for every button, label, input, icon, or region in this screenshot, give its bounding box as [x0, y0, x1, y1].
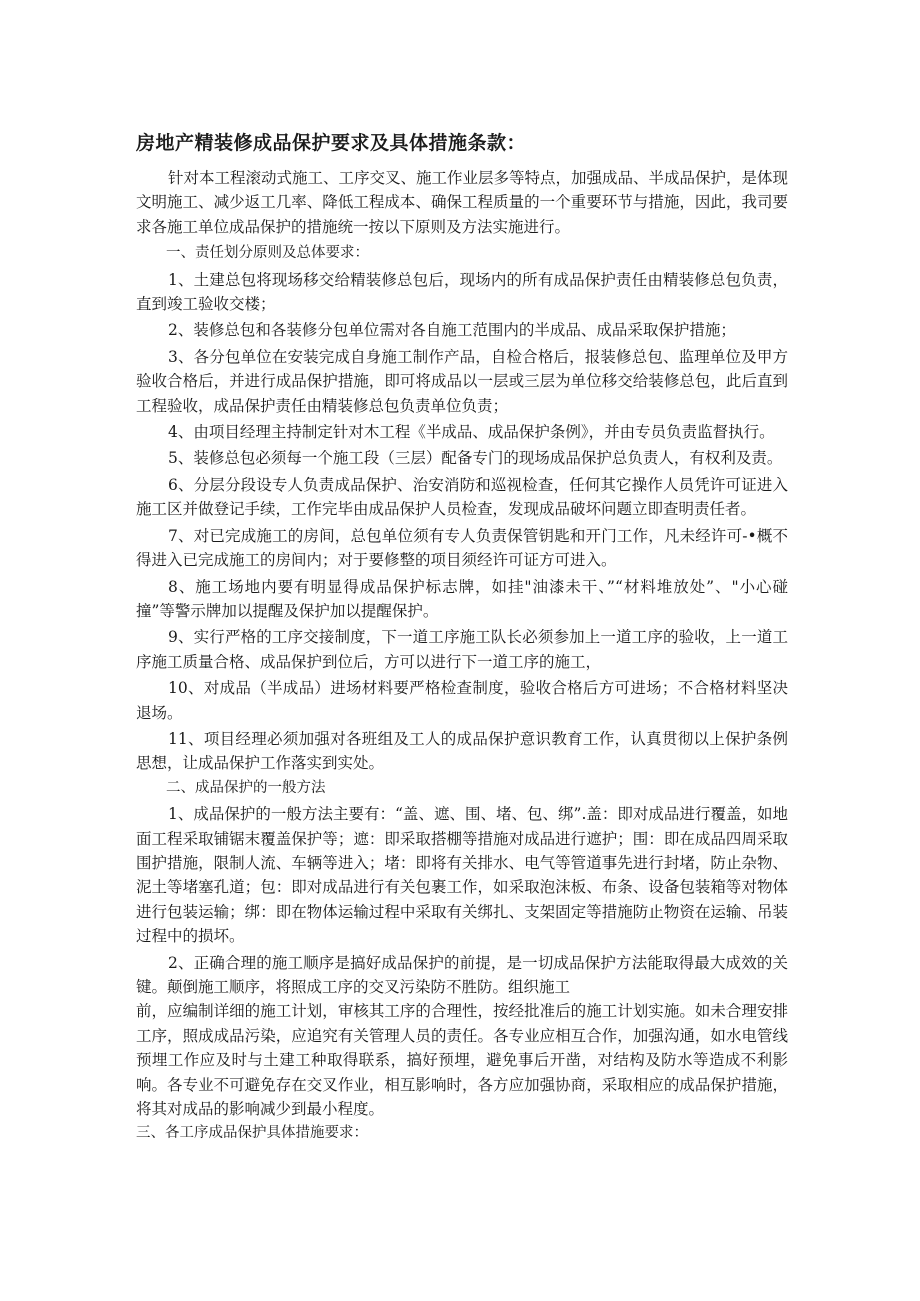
paragraph-method-1: 1、成品保护的一般方法主要有：“盖、遮、围、堵、包、绑”.盖：即对成品进行覆盖，如地面工程采取铺锯末覆盖保护等；遮：即采取搭棚等措施对成品进行遮护；围：即在成品四周采取围护措施，限制人流、车辆等进入；堵：即将有关排水、电气等管道事先进行封堵，防止杂物、泥土等堵塞孔道；包：即对成品进行有关包裹工作，如采取泡沫板、布条、设备包装箱等对物体进行包装运输；绑：即在物体运输过程中采取有关绑扎、支架固定等措施防止物资在运输、吊装过程中的损坏。	[136, 805, 788, 946]
document-title: 房地产精装修成品保护要求及具体措施条款：	[136, 132, 527, 154]
paragraph-item-4: 4、由项目经理主持制定针对木工程《半成品、成品保护条例》，并由专员负责监督执行。	[168, 423, 775, 442]
paragraph-item-5: 5、装修总包必须每一个施工段（三层）配备专门的现场成品保护总负责人，有权利及责。	[168, 449, 783, 468]
paragraph-item-7: 7、对已完成施工的房间，总包单位须有专人负责保管钥匙和开门工作，凡未经许可-•概不得进入已完成施工的房间内；对于要修整的项目须经许可证方可进入。	[136, 526, 788, 570]
paragraph-item-10: 10、对成品（半成品）进场材料要严格检查制度，验收合格后方可进场；不合格材料坚决退场。	[136, 679, 788, 722]
intro-paragraph: 针对本工程滚动式施工、工序交叉、施工作业层多等特点，加强成品、半成品保护，是体现文明施工、减少返工几率、降低工程成本、确保工程质量的一个重要环节与措施，因此，我司要求各施工单位成品保护的措施统一按以下原则及方法实施进行。	[136, 169, 789, 236]
paragraph-item-11: 11、项目经理必须加强对各班组及工人的成品保护意识教育工作，认真贯彻以上保护条例思想，让成品保护工作落实到实处。	[136, 729, 788, 773]
paragraph-item-1: 1、土建总包将现场移交给精装修总包后，现场内的所有成品保护责任由精装修总包负责，直到竣工验收交楼；	[136, 270, 788, 314]
paragraph-method-2-continued: 前，应编制详细的施工计划，审核其工序的合理性，按经批准后的施工计划实施。如未合理安排工序，照成成品污染，应追究有关管理人员的责任。各专业应相互合作，加强沟通，如水电管线预埋工作应及时与土建工种取得联系，搞好预埋，避免事后开凿，对结构及防水等造成不利影响。各专业不可避免存在交叉作业，相互影响时，各方应加强协商，采取相应的成品保护措施，将其对成品的影响减少到最小程度。	[136, 1002, 788, 1119]
section-heading-1: 一、责任划分原则及总体要求：	[166, 245, 369, 262]
paragraph-item-8: 8、施工场地内要有明显得成品保护标志牌，如挂"油漆未干、”“材料堆放处”、"小心碰撞”等警示牌加以提醒及保护加以提醒保护。	[136, 577, 788, 620]
paragraph-item-9: 9、实行严格的工序交接制度，下一道工序施工队长必须参加上一道工序的验收，上一道工序施工质量合格、成品保护到位后，方可以进行下一道工序的施工，	[136, 628, 788, 671]
section-heading-2: 二、成品保护的一般方法	[166, 779, 326, 796]
paragraph-item-3: 3、各分包单位在安装完成自身施工制作产品，自检合格后，报装修总包、监理单位及甲方验收合格后，并进行成品保护措施，即可将成品以一层或三层为单位移交给装修总包，此后直到工程验收，成品保护责任由精装修总包负责单位负责；	[136, 347, 788, 415]
document-body	[136, 166, 788, 1146]
paragraph-item-6: 6、分层分段设专人负责成品保护、治安消防和巡视检查，任何其它操作人员凭许可证进入施工区并做登记手续，工作完毕由成品保护人员检查，发现成品破坏问题立即查明责任者。	[136, 475, 788, 519]
paragraph-method-2: 2、正确合理的施工顺序是搞好成品保护的前提，是一切成品保护方法能取得最大成效的关键。颠倒施工顺序，将照成工序的交叉污染防不胜防。组织施工	[136, 953, 788, 996]
paragraph-item-2: 2、装修总包和各装修分包单位需对各自施工范围内的半成品、成品采取保护措施；	[168, 321, 736, 340]
section-heading-3: 三、各工序成品保护具体措施要求：	[136, 1125, 368, 1142]
